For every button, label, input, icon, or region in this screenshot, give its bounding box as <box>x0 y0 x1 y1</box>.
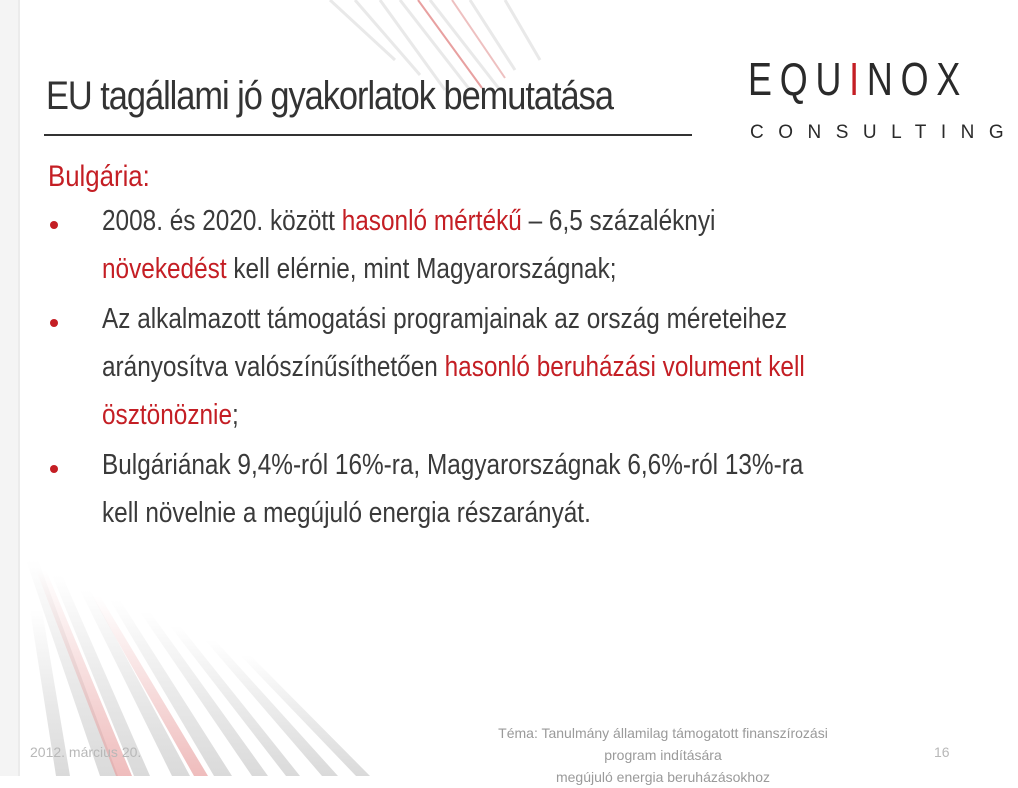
bullet-3-line-2 <box>102 497 591 530</box>
bullet-2-line-3 <box>102 399 239 432</box>
logo-wordmark-bar: I <box>849 53 867 105</box>
body-text: Bulgáriának 9,4%-ról 16%-ra, Magyarországnak 6,6%-ról 13%-ra <box>102 449 804 481</box>
highlighted-text: növekedést <box>102 253 227 285</box>
footer-date: 2012. március 20. <box>30 744 142 760</box>
footer-topic-line-2: megújuló energia beruházásokhoz <box>555 769 771 785</box>
body-text: arányosítva valószínűsíthetően <box>102 351 445 383</box>
title-underline <box>44 134 692 136</box>
highlighted-text: ösztönöznie <box>102 399 233 431</box>
highlighted-text: hasonló mértékű <box>341 205 522 237</box>
body-text: ; <box>232 399 239 431</box>
logo-wordmark-part-2: NOX <box>866 53 969 105</box>
logo-wordmark-part-1: EQU <box>748 53 850 105</box>
body-text: kell elérnie, mint Magyarországnak; <box>226 253 617 285</box>
footer-topic <box>478 722 848 788</box>
bullet-3-line-1 <box>102 449 803 482</box>
footer-topic-line-1: Téma: Tanulmány államilag támogatott finanszírozási program indítására <box>498 725 828 763</box>
slide-title: EU tagállami jó gyakorlatok bemutatása <box>46 74 613 118</box>
bullet-marker-2 <box>50 319 58 327</box>
bullet-2-line-2 <box>102 351 805 384</box>
body-text: – 6,5 százaléknyi <box>521 205 716 237</box>
body-text: kell növelnie a megújuló energia részarányát. <box>102 497 591 529</box>
bullet-marker-3 <box>50 465 58 473</box>
bullet-2-line-1 <box>102 303 787 336</box>
section-heading: Bulgária: <box>48 160 150 193</box>
logo-tagline: CONSULTING <box>750 122 1018 143</box>
body-text: Az alkalmazott támogatási programjainak az ország méreteihez <box>102 303 788 335</box>
logo-wordmark <box>748 52 968 106</box>
bullet-1-line-2 <box>102 253 617 286</box>
page-number: 16 <box>934 744 950 760</box>
bullet-marker-1 <box>50 221 58 229</box>
body-text: 2008. és 2020. között <box>102 205 342 237</box>
bullet-1-line-1 <box>102 205 715 238</box>
highlighted-text: hasonló beruházási volument kell <box>444 351 805 383</box>
